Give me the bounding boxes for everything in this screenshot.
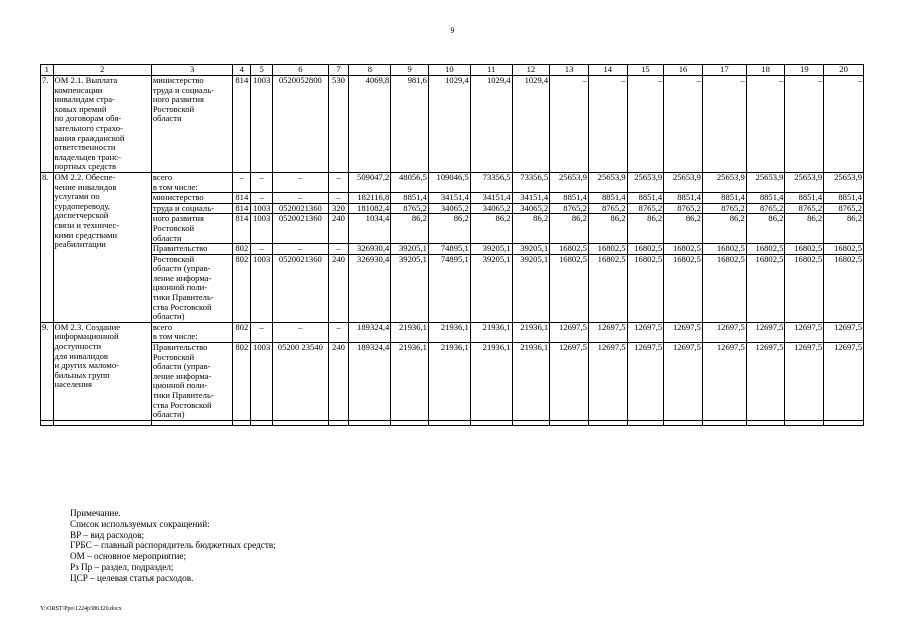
text-line: владельцев транс- — [54, 151, 121, 162]
code-c6: 0520052800 — [273, 76, 328, 173]
amount-cell: 12697,5 — [664, 343, 703, 421]
text-line: области (управ- — [152, 361, 211, 372]
column-number: 19 — [785, 65, 824, 76]
column-number: 17 — [702, 65, 746, 76]
amount-cell: 21936,1 — [512, 322, 550, 342]
amount-cell: 86,2 — [824, 214, 864, 244]
amount-cell: 21936,1 — [428, 343, 470, 421]
code-c4: – — [233, 172, 251, 192]
text-line: тики Правитель- — [152, 390, 214, 400]
amount-cell: 86,2 — [428, 214, 470, 244]
amount-cell: 12697,5 — [702, 322, 746, 342]
amount-cell: 21936,1 — [512, 343, 550, 421]
executor — [151, 254, 233, 322]
text-line: информационной — [54, 331, 119, 342]
amount-cell: 21936,1 — [391, 343, 429, 421]
amount-cell: 86,2 — [588, 214, 627, 244]
empty-cell — [550, 420, 589, 425]
code-c4: 814 — [233, 193, 251, 204]
text-line: в том числе: — [152, 331, 198, 342]
row-number: 7. — [41, 76, 54, 173]
text-line: ционной поли- — [152, 282, 208, 293]
amount-cell: 21936,1 — [470, 322, 512, 342]
amount-cell: 86,2 — [550, 214, 589, 244]
amount-cell: 326930,4 — [349, 244, 391, 255]
amount-cell: 39205,1 — [470, 244, 512, 255]
executor — [151, 193, 233, 204]
amount-cell: 25653,9 — [627, 172, 664, 192]
text-line: ОМ 2.3. Создание — [54, 322, 121, 332]
text-line: ства Ростовской — [152, 301, 212, 312]
text-line: сурдопереводу, — [54, 200, 110, 211]
amount-cell: 39205,1 — [391, 244, 429, 255]
amount-cell: 86,2 — [391, 214, 429, 244]
amount-cell: 86,2 — [664, 214, 703, 244]
code-c5: – — [251, 193, 273, 204]
amount-cell: 39205,1 — [391, 254, 429, 322]
amount-cell: 12697,5 — [824, 322, 864, 342]
column-number: 3 — [151, 65, 233, 76]
amount-cell: 12697,5 — [588, 322, 627, 342]
text-line: труда и социаль- — [152, 84, 214, 95]
code-c6: 0520021360 — [273, 214, 328, 244]
amount-cell: 8851,4 — [627, 193, 664, 204]
amount-cell: 181082,4 — [349, 203, 391, 214]
empty-cell — [785, 420, 824, 425]
text-line: и других маломо- — [54, 360, 120, 371]
amount-cell: 34065,2 — [428, 203, 470, 214]
amount-cell: 109046,5 — [428, 172, 470, 192]
empty-cell — [428, 420, 470, 425]
text-line: чение инвалидов — [54, 181, 117, 192]
amount-cell: 16802,5 — [746, 254, 785, 322]
amount-cell: 8851,4 — [702, 193, 746, 204]
code-c7: – — [328, 172, 349, 192]
text-line: тики Правитель- — [152, 292, 214, 303]
amount-cell: 8851,4 — [588, 193, 627, 204]
table-row — [41, 76, 864, 173]
amount-cell: 34151,4 — [470, 193, 512, 204]
note-line: ОМ – основное мероприятие; — [70, 551, 187, 562]
code-c6: 05200 23540 — [273, 343, 328, 421]
amount-cell: 16802,5 — [664, 254, 703, 322]
code-c4: 802 — [233, 343, 251, 421]
activity-name — [53, 172, 151, 322]
amount-cell: 8851,4 — [391, 193, 429, 204]
executor — [151, 76, 233, 173]
amount-cell: 16802,5 — [588, 254, 627, 322]
text-line: доступности — [54, 341, 102, 352]
empty-cell — [746, 420, 785, 425]
amount-cell: 25653,9 — [785, 172, 824, 192]
amount-cell: 8851,4 — [550, 193, 589, 204]
amount-cell: 86,2 — [702, 214, 746, 244]
column-number: 11 — [470, 65, 512, 76]
amount-cell: 16802,5 — [627, 244, 664, 255]
amount-cell: 8765,2 — [391, 203, 429, 214]
text-line: ление информа- — [152, 370, 212, 381]
code-c4: 802 — [233, 244, 251, 255]
amount-cell: 4069,8 — [349, 76, 391, 173]
amount-cell: 16802,5 — [664, 244, 703, 255]
text-line: бильных групп — [54, 369, 110, 380]
code-c4: 802 — [233, 322, 251, 342]
code-c4: 814 — [233, 214, 251, 244]
code-c4: 802 — [233, 254, 251, 322]
column-number: 20 — [824, 65, 864, 76]
code-c7: – — [328, 244, 349, 255]
amount-cell: 25653,9 — [550, 172, 589, 192]
amount-cell: 12697,5 — [550, 343, 589, 421]
column-number: 4 — [233, 65, 251, 76]
column-number: 18 — [746, 65, 785, 76]
notes-block — [70, 508, 276, 584]
text-line: ного развития — [152, 213, 204, 224]
code-c5: – — [251, 244, 273, 255]
empty-cell — [664, 420, 703, 425]
amount-cell: – — [588, 76, 627, 173]
amount-cell: 48056,5 — [391, 172, 429, 192]
amount-cell: – — [664, 76, 703, 173]
code-c7: 530 — [328, 76, 349, 173]
table-row — [41, 203, 864, 214]
amount-cell: 73356,5 — [512, 172, 550, 192]
code-c5: 1003 — [251, 203, 273, 214]
code-c5: – — [251, 322, 273, 342]
text-line: всего — [152, 172, 173, 182]
spacer-row — [41, 420, 864, 425]
amount-cell: 16802,5 — [785, 254, 824, 322]
amount-cell: – — [627, 76, 664, 173]
amount-cell: 21936,1 — [470, 343, 512, 421]
text-line: Ростовской — [152, 222, 195, 233]
row-number: 9. — [41, 322, 54, 420]
amount-cell: 25653,9 — [824, 172, 864, 192]
empty-cell — [233, 420, 251, 425]
code-c7: 240 — [328, 214, 349, 244]
amount-cell: 8851,4 — [664, 193, 703, 204]
code-c5: 1003 — [251, 343, 273, 421]
empty-cell — [391, 420, 429, 425]
amount-cell: 326930,4 — [349, 254, 391, 322]
code-c7: 240 — [328, 254, 349, 322]
column-number: 13 — [550, 65, 589, 76]
code-c6: – — [273, 193, 328, 204]
text-line: населения — [54, 379, 92, 390]
amount-cell: 509047,2 — [349, 172, 391, 192]
text-line: Ростовской — [152, 351, 195, 362]
executor — [151, 203, 233, 214]
table-row — [41, 343, 864, 421]
amount-cell: 12697,5 — [746, 343, 785, 421]
empty-cell — [151, 420, 233, 425]
amount-cell: 12697,5 — [824, 343, 864, 421]
code-c6: 0520021360 — [273, 203, 328, 214]
code-c5: 1003 — [251, 76, 273, 173]
text-line: ление информа- — [152, 272, 212, 283]
code-c4: 814 — [233, 76, 251, 173]
text-line: услугами по — [54, 191, 100, 202]
text-line: Правительство — [152, 243, 208, 254]
code-c7: 320 — [328, 203, 349, 214]
code-c5: – — [251, 172, 273, 192]
executor — [151, 244, 233, 255]
text-line: для инвалидов — [54, 350, 108, 361]
column-number: 9 — [391, 65, 429, 76]
empty-cell — [824, 420, 864, 425]
amount-cell: 12697,5 — [702, 343, 746, 421]
code-c5: 1003 — [251, 254, 273, 322]
text-line: ховых премий — [54, 103, 107, 114]
amount-cell: 12697,5 — [627, 343, 664, 421]
text-line: Правительство — [152, 342, 208, 353]
text-line: всего — [152, 322, 173, 332]
amount-cell: 86,2 — [627, 214, 664, 244]
amount-cell: 12697,5 — [588, 343, 627, 421]
amount-cell: 8765,2 — [664, 203, 703, 214]
text-line: ОМ 2.2. Обеспе- — [54, 172, 116, 182]
amount-cell: 8765,2 — [550, 203, 589, 214]
column-number: 16 — [664, 65, 703, 76]
column-number: 14 — [588, 65, 627, 76]
text-line: области (управ- — [152, 263, 211, 274]
activity-name — [53, 76, 151, 173]
text-line: области — [152, 232, 182, 243]
amount-cell: 1029,4 — [470, 76, 512, 173]
text-line: ОМ 2.1. Выплата — [54, 75, 118, 85]
empty-cell — [328, 420, 349, 425]
amount-cell: 8765,2 — [785, 203, 824, 214]
text-line: в том числе: — [152, 181, 198, 192]
text-line: ответственности — [54, 142, 116, 153]
text-line: вания гражданской — [54, 132, 125, 143]
text-line: ного развития — [152, 94, 204, 105]
amount-cell: 8765,2 — [824, 203, 864, 214]
empty-cell — [470, 420, 512, 425]
empty-cell — [251, 420, 273, 425]
text-line: области) — [152, 409, 185, 420]
amount-cell: 25653,9 — [746, 172, 785, 192]
executor — [151, 343, 233, 421]
column-number: 2 — [53, 65, 151, 76]
note-line: ВР – вид расходов; — [70, 529, 145, 540]
amount-cell: 73356,5 — [470, 172, 512, 192]
empty-cell — [512, 420, 550, 425]
text-line: области) — [152, 311, 185, 322]
amount-cell: 8851,4 — [824, 193, 864, 204]
budget-table — [40, 64, 864, 426]
amount-cell: 86,2 — [470, 214, 512, 244]
amount-cell: 12697,5 — [746, 322, 785, 342]
amount-cell: 16802,5 — [785, 244, 824, 255]
table-row — [41, 214, 864, 244]
column-number: 15 — [627, 65, 664, 76]
amount-cell: – — [824, 76, 864, 173]
text-line: министерство — [152, 192, 204, 203]
code-c6: 0520021360 — [273, 254, 328, 322]
code-c7: – — [328, 322, 349, 342]
amount-cell: 182116,8 — [349, 193, 391, 204]
amount-cell: 16802,5 — [702, 244, 746, 255]
empty-cell — [53, 420, 151, 425]
table-row — [41, 254, 864, 322]
amount-cell: 25653,9 — [588, 172, 627, 192]
empty-cell — [627, 420, 664, 425]
amount-cell: 86,2 — [512, 214, 550, 244]
amount-cell: 39205,1 — [512, 254, 550, 322]
note-line: Примечание. — [70, 508, 121, 518]
amount-cell: 16802,5 — [627, 254, 664, 322]
file-path-footer: Y:\ORST\Ppo\1224p386.f20.docx — [40, 606, 122, 612]
table-row — [41, 322, 864, 342]
amount-cell: 12697,5 — [785, 322, 824, 342]
amount-cell: 74895,1 — [428, 244, 470, 255]
code-c4: 814 — [233, 203, 251, 214]
amount-cell: 86,2 — [785, 214, 824, 244]
table-row — [41, 244, 864, 255]
text-line: министерство — [152, 75, 204, 85]
amount-cell: 16802,5 — [550, 244, 589, 255]
amount-cell: 39205,1 — [470, 254, 512, 322]
amount-cell: 16802,5 — [746, 244, 785, 255]
text-line: труда и социаль- — [152, 203, 214, 213]
amount-cell: 34065,2 — [512, 203, 550, 214]
text-line: области — [152, 113, 182, 124]
amount-cell: – — [746, 76, 785, 173]
text-line: по договорам обя- — [54, 113, 122, 124]
table-row — [41, 172, 864, 192]
amount-cell: 12697,5 — [664, 322, 703, 342]
amount-cell: 34151,4 — [512, 193, 550, 204]
code-c5: 1003 — [251, 214, 273, 244]
text-line: зательного страхо- — [54, 122, 123, 133]
amount-cell: 16802,5 — [824, 244, 864, 255]
amount-cell: 34065,2 — [470, 203, 512, 214]
text-line: связи и техничес- — [54, 219, 120, 230]
amount-cell: 21936,1 — [391, 322, 429, 342]
amount-cell: 8851,4 — [746, 193, 785, 204]
amount-cell: 39205,1 — [512, 244, 550, 255]
note-line: ГРБС – главный распорядитель бюджетных средств; — [70, 540, 276, 551]
text-line: реабилитации — [54, 239, 106, 250]
column-number: 6 — [273, 65, 328, 76]
amount-cell: 8765,2 — [746, 203, 785, 214]
text-line: кими средствами — [54, 229, 118, 240]
executor — [151, 214, 233, 244]
column-number: 1 — [41, 65, 54, 76]
amount-cell: – — [785, 76, 824, 173]
amount-cell: 1034,4 — [349, 214, 391, 244]
note-line: ЦСР – целевая статья расходов. — [70, 572, 194, 583]
code-c7: 240 — [328, 343, 349, 421]
amount-cell: 25653,9 — [702, 172, 746, 192]
column-number: 12 — [512, 65, 550, 76]
amount-cell: 189324,4 — [349, 343, 391, 421]
amount-cell: 981,6 — [391, 76, 429, 173]
amount-cell: 16802,5 — [824, 254, 864, 322]
amount-cell: 8765,2 — [702, 203, 746, 214]
amount-cell: 8765,2 — [627, 203, 664, 214]
header-row — [41, 65, 864, 76]
text-line: Ростовской — [152, 254, 195, 264]
amount-cell: – — [702, 76, 746, 173]
amount-cell: 74895,1 — [428, 254, 470, 322]
code-c7: – — [328, 193, 349, 204]
amount-cell: – — [550, 76, 589, 173]
text-line: инвалидам стра- — [54, 94, 115, 105]
amount-cell: 16802,5 — [702, 254, 746, 322]
empty-cell — [702, 420, 746, 425]
empty-cell — [273, 420, 328, 425]
amount-cell: 21936,1 — [428, 322, 470, 342]
column-number: 8 — [349, 65, 391, 76]
page-number: 9 — [450, 26, 455, 35]
empty-cell — [588, 420, 627, 425]
amount-cell: 16802,5 — [588, 244, 627, 255]
text-line: компенсации — [54, 84, 103, 95]
code-c6: – — [273, 322, 328, 342]
amount-cell: 12697,5 — [785, 343, 824, 421]
column-number: 10 — [428, 65, 470, 76]
text-line: диспетчерской — [54, 210, 109, 221]
note-line: Список используемых сокращений: — [70, 518, 210, 529]
amount-cell: 25653,9 — [664, 172, 703, 192]
column-number: 5 — [251, 65, 273, 76]
amount-cell: 12697,5 — [627, 322, 664, 342]
activity-name — [53, 322, 151, 420]
amount-cell: 189324,4 — [349, 322, 391, 342]
text-line: ства Ростовской — [152, 399, 212, 410]
text-line: портных средств — [54, 161, 117, 172]
code-c6: – — [273, 172, 328, 192]
amount-cell: 86,2 — [746, 214, 785, 244]
code-c6: – — [273, 244, 328, 255]
amount-cell: 34151,4 — [428, 193, 470, 204]
empty-cell — [41, 420, 54, 425]
amount-cell: 12697,5 — [550, 322, 589, 342]
empty-cell — [349, 420, 391, 425]
executor — [151, 172, 233, 192]
amount-cell: 1029,4 — [428, 76, 470, 173]
text-line: ционной поли- — [152, 380, 208, 391]
executor — [151, 322, 233, 342]
note-line: Рз Пр – раздел, подраздел; — [70, 561, 174, 572]
text-line: Ростовской — [152, 103, 195, 114]
amount-cell: 16802,5 — [550, 254, 589, 322]
amount-cell: 8765,2 — [588, 203, 627, 214]
row-number: 8. — [41, 172, 54, 322]
amount-cell: 1029,4 — [512, 76, 550, 173]
amount-cell: 8851,4 — [785, 193, 824, 204]
column-number: 7 — [328, 65, 349, 76]
table-row — [41, 193, 864, 204]
